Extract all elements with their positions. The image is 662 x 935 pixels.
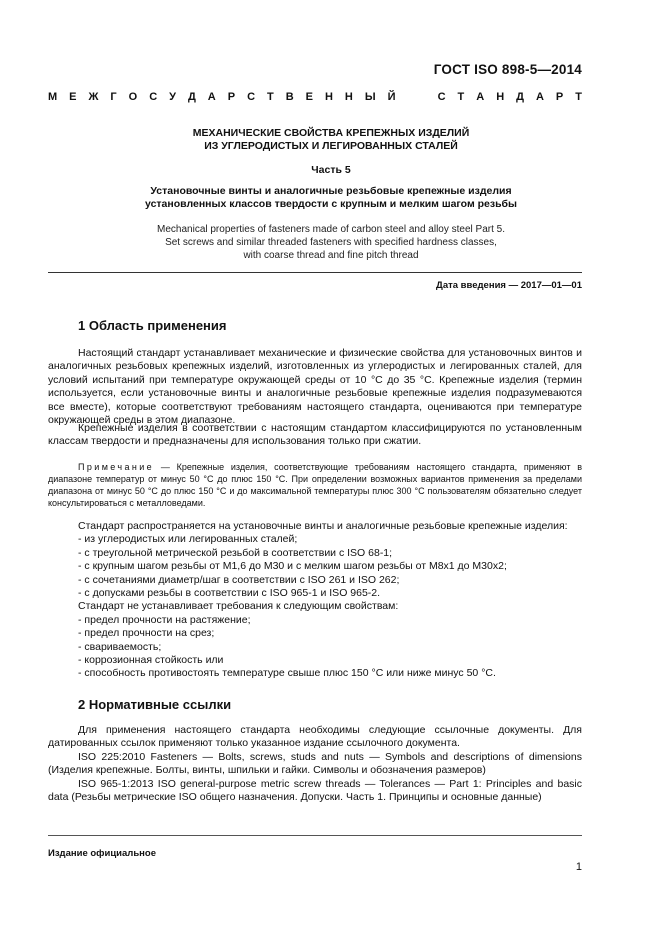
references-body [48, 724, 582, 804]
banner-letter: Ы [364, 91, 376, 103]
paragraph: Стандарт не устанавливает требования к следующим свойствам: [78, 600, 399, 613]
list-item: - с треугольной метрической резьбой в соответствии с ISO 68-1; [78, 546, 393, 559]
banner-letter: Н [324, 91, 333, 103]
reference-item: ISO 965-1:2013 ISO general-purpose metric screw threads — Tolerances — Part 1: Principles and basic data (Резьбы метрические ISO общего назначения. Допуски. Часть 1. Принципы и основные данные) [48, 777, 582, 804]
reference-item: ISO 225:2010 Fasteners — Bolts, screws, studs and nuts — Symbols and descriptions of dimensions (Изделия крепежные. Болты, винты, шпильки и гайки. Символы и обозначения размеров) [48, 750, 582, 777]
list-item: - из углеродистых или легированных сталей; [78, 533, 298, 546]
interstate-standard-banner [48, 91, 582, 103]
banner-letter: Е [305, 91, 313, 103]
banner-letter: Е [69, 91, 77, 103]
banner-letter: С [247, 91, 256, 103]
paragraph: Крепежные изделия в соответствии с настоящим стандартом классифицируются по установленным классам твердости и предназначены для использования только при сжатии. [48, 422, 582, 448]
list-item: - предел прочности на растяжение; [78, 613, 251, 626]
introduction-date: Дата введения — 2017—01—01 [436, 280, 582, 291]
subtitle-line: установленных классов твердости с крупным и мелким шагом резьбы [144, 198, 518, 210]
banner-letter: М [48, 91, 58, 103]
banner-letter: У [169, 91, 176, 103]
banner-letter: Т [457, 91, 465, 103]
banner-letter: Р [555, 91, 564, 103]
not-covered-list [48, 614, 582, 681]
edition-label: Издание официальное [48, 848, 156, 859]
english-title [48, 223, 614, 262]
note-label: Примечание [78, 462, 155, 472]
banner-letter: А [476, 91, 485, 103]
page-number: 1 [575, 861, 582, 873]
document-subtitle [48, 185, 614, 211]
banner-letter: С [149, 91, 158, 103]
note-paragraph [48, 461, 582, 509]
banner-letter: В [285, 91, 294, 103]
banner-letter: Ж [88, 91, 99, 103]
scope-paragraph [48, 347, 582, 427]
banner-letter: Д [516, 91, 524, 103]
list-item: - с сочетаниями диаметр/шаг в соответствии с ISO 261 и ISO 262; [78, 573, 400, 586]
part-label: Часть 5 [311, 164, 351, 176]
banner-letter: С [437, 91, 446, 103]
paragraph: Для применения настоящего стандарта необходимы следующие ссылочные документы. Для датированных ссылок применяют только указанное издание ссылочного документа. [48, 724, 582, 750]
scope-applicability [48, 520, 582, 681]
scope-paragraph [48, 422, 582, 449]
banner-letter: А [535, 91, 544, 103]
banner-letter: Т [575, 91, 582, 103]
english-title-line: Mechanical properties of fasteners made of carbon steel and alloy steel Part 5. [157, 224, 505, 235]
banner-letter: Р [227, 91, 236, 103]
banner-letter [408, 91, 411, 103]
banner-letter: Г [110, 91, 117, 103]
note-block [48, 461, 582, 509]
banner-letter: Т [267, 91, 274, 103]
list-item: - свариваемость; [78, 640, 162, 653]
banner-letter: Н [344, 91, 353, 103]
divider [48, 272, 582, 273]
document-code: ГОСТ ISO 898-5—2014 [433, 62, 582, 77]
english-title-line: Set screws and similar threaded fasteners with specified hardness classes, [165, 237, 497, 248]
banner-letter: Д [187, 91, 196, 103]
title-line: МЕХАНИЧЕСКИЕ СВОЙСТВА КРЕПЕЖНЫХ ИЗДЕЛИЙ [192, 127, 470, 139]
paragraph: Стандарт распространяется на установочные винты и аналогичные резьбовые крепежные изделия: [78, 520, 568, 532]
list-item: - коррозионная стойкость или [78, 654, 224, 667]
english-title-line: with coarse thread and fine pitch thread [243, 250, 419, 261]
list-item: - с допусками резьбы в соответствии с ISO 965-1 и ISO 965-2. [78, 587, 381, 600]
section-heading-references: 2 Нормативные ссылки [78, 697, 232, 712]
list-item: - предел прочности на срез; [78, 627, 215, 640]
list-item: - способность противостоять температуре свыше плюс 150 °С или ниже минус 50 °С. [78, 667, 496, 680]
subtitle-line: Установочные винты и аналогичные резьбовые крепежные изделия [150, 185, 512, 197]
banner-letter [423, 91, 426, 103]
applies-list [48, 533, 582, 600]
banner-letter: Н [496, 91, 505, 103]
banner-letter: А [207, 91, 216, 103]
footer-divider [48, 835, 582, 836]
paragraph: Настоящий стандарт устанавливает механические и физические свойства для установочных винтов и аналогичных резьбовых крепежных изделий, изготовленных из углеродистых и легированных сталей, для условий испытаний при температуре окружающей среды от 10 °С до 35 °С. Крепежные изделия (термин используется, если установочные винты и аналогичные резьбовые крепежные изделия подразумеваются все вместе), которые соответствуют требованиям настоящего стандарта, оцениваются при температуре окружающей среды в этом диапазоне. [48, 347, 582, 427]
section-heading-scope: 1 Область применения [78, 318, 227, 333]
list-item: - с крупным шагом резьбы от М1,6 до М30 и с мелким шагом резьбы от М8х1 до М30х2; [78, 560, 507, 573]
banner-letter: О [128, 91, 138, 103]
document-title [48, 127, 614, 153]
banner-letter: Й [387, 91, 396, 103]
note-text: — Крепежные изделия, соответствующие требованиям настоящего стандарта, применяют в диапазоне температур от минус 50 °С до плюс 150 °С. При определении возможных вариантов применения за пределами диапазона от минус 50 °С до плюс 150 °С и до максимальной температуры плюс 300 °С пользователям обязательно следует консультироваться с металловедами. [48, 462, 582, 508]
title-line: ИЗ УГЛЕРОДИСТЫХ И ЛЕГИРОВАННЫХ СТАЛЕЙ [204, 140, 458, 152]
